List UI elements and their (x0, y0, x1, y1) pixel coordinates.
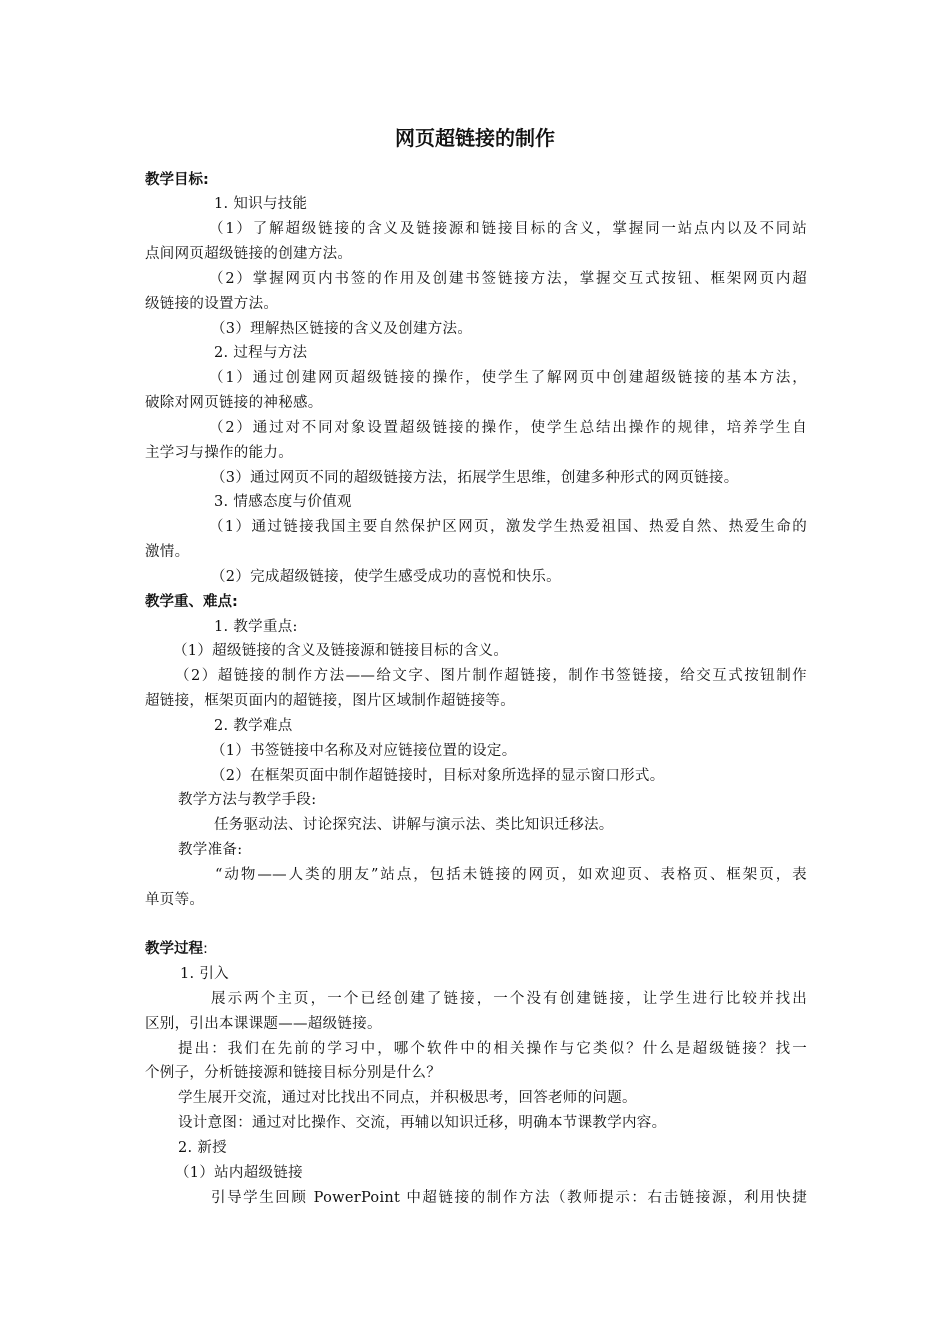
preparation-label: 教学准备: (178, 842, 243, 858)
objective-p2-line1: （2）通过对不同对象设置超级链接的操作，使学生总结出操作的规律，培养学生自 (209, 420, 807, 436)
process-question-line2: 个例子，分析链接源和链接目标分别是什么？ (145, 1065, 441, 1081)
page-title: 网页超链接的制作 (395, 126, 555, 150)
objective-e2: （2）完成超级链接，使学生感受成功的喜悦和快乐。 (211, 569, 561, 585)
objective-p3: （3）通过网页不同的超级链接方法，拓展学生思维，创建多种形式的网页链接。 (211, 470, 739, 486)
process-heading-colon: : (203, 941, 208, 957)
process-intro-line1: 展示两个主页，一个已经创建了链接，一个没有创建链接，让学生进行比较并找出 (211, 991, 807, 1007)
objective-k2-line2: 级链接的设置方法。 (145, 296, 279, 312)
process-intro-line2: 区别，引出本课课题——超级链接。 (145, 1016, 382, 1032)
key-focus-1: （1）超级链接的含义及链接源和链接目标的含义。 (173, 643, 509, 659)
key-heading-difficulty: 2. 教学难点 (214, 718, 293, 734)
objective-k1-line1: （1）了解超级链接的含义及链接源和链接目标的含义，掌握同一站点内以及不同站 (209, 221, 807, 237)
process-new-heading: 2. 新授 (178, 1140, 227, 1156)
section-heading-key-points: 教学重、难点: (145, 594, 238, 610)
section-heading-process (145, 939, 208, 959)
objective-p1-line2: 破除对网页链接的神秘感。 (145, 395, 323, 411)
objective-k3: （3）理解热区链接的含义及创建方法。 (211, 321, 473, 337)
objective-heading-process: 2. 过程与方法 (214, 345, 308, 361)
process-guide-line: 引导学生回顾 PowerPoint 中超链接的制作方法（教师提示：右击链接源，利用快捷 (211, 1190, 807, 1206)
key-focus-2-line2: 超链接，框架页面内的超链接，图片区域制作超链接等。 (145, 693, 515, 709)
methods-text: 任务驱动法、讨论探究法、讲解与演示法、类比知识迁移法。 (214, 817, 614, 833)
objective-k2-line1: （2）掌握网页内书签的作用及创建书签链接方法，掌握交互式按钮、框架网页内超 (209, 271, 807, 287)
key-difficulty-1: （1）书签链接中名称及对应链接位置的设定。 (211, 743, 517, 759)
objective-heading-knowledge: 1. 知识与技能 (214, 196, 308, 212)
process-question-line1: 提出：我们在先前的学习中，哪个软件中的相关操作与它类似？什么是超级链接？找一 (178, 1041, 807, 1057)
key-difficulty-2: （2）在框架页面中制作超链接时，目标对象所选择的显示窗口形式。 (211, 768, 665, 784)
preparation-line1: “动物——人类的朋友”站点，包括未链接的网页，如欢迎页、表格页、框架页，表 (215, 867, 807, 883)
process-intro-heading: 1. 引入 (180, 966, 229, 982)
key-focus-2-line1: （2）超链接的制作方法——给文字、图片制作超链接，制作书签链接，给交互式按钮制作 (175, 668, 807, 684)
objective-e1-line1: （1）通过链接我国主要自然保护区网页，激发学生热爱祖国、热爱自然、热爱生命的 (209, 519, 807, 535)
methods-label: 教学方法与教学手段: (178, 792, 317, 808)
key-heading-focus: 1. 教学重点: (214, 619, 298, 635)
objective-p1-line1: （1）通过创建网页超级链接的操作，使学生了解网页中创建超级链接的基本方法， (209, 370, 807, 386)
objective-p2-line2: 主学习与操作的能力。 (145, 445, 293, 461)
process-intent: 设计意图：通过对比操作、交流，再辅以知识迁移，明确本节课教学内容。 (178, 1115, 667, 1131)
objective-e1-line2: 激情。 (145, 544, 190, 560)
objective-k1-line2: 点间网页超级链接的创建方法。 (145, 246, 353, 262)
preparation-line2: 单页等。 (145, 892, 205, 908)
objective-heading-attitude: 3. 情感态度与价值观 (214, 494, 352, 510)
process-students: 学生展开交流，通过对比找出不同点，并积极思考，回答老师的问题。 (178, 1090, 637, 1106)
process-sub-heading-1: （1）站内超级链接 (175, 1165, 303, 1181)
process-heading-text: 教学过程 (145, 941, 203, 957)
section-heading-objectives: 教学目标: (145, 172, 209, 188)
